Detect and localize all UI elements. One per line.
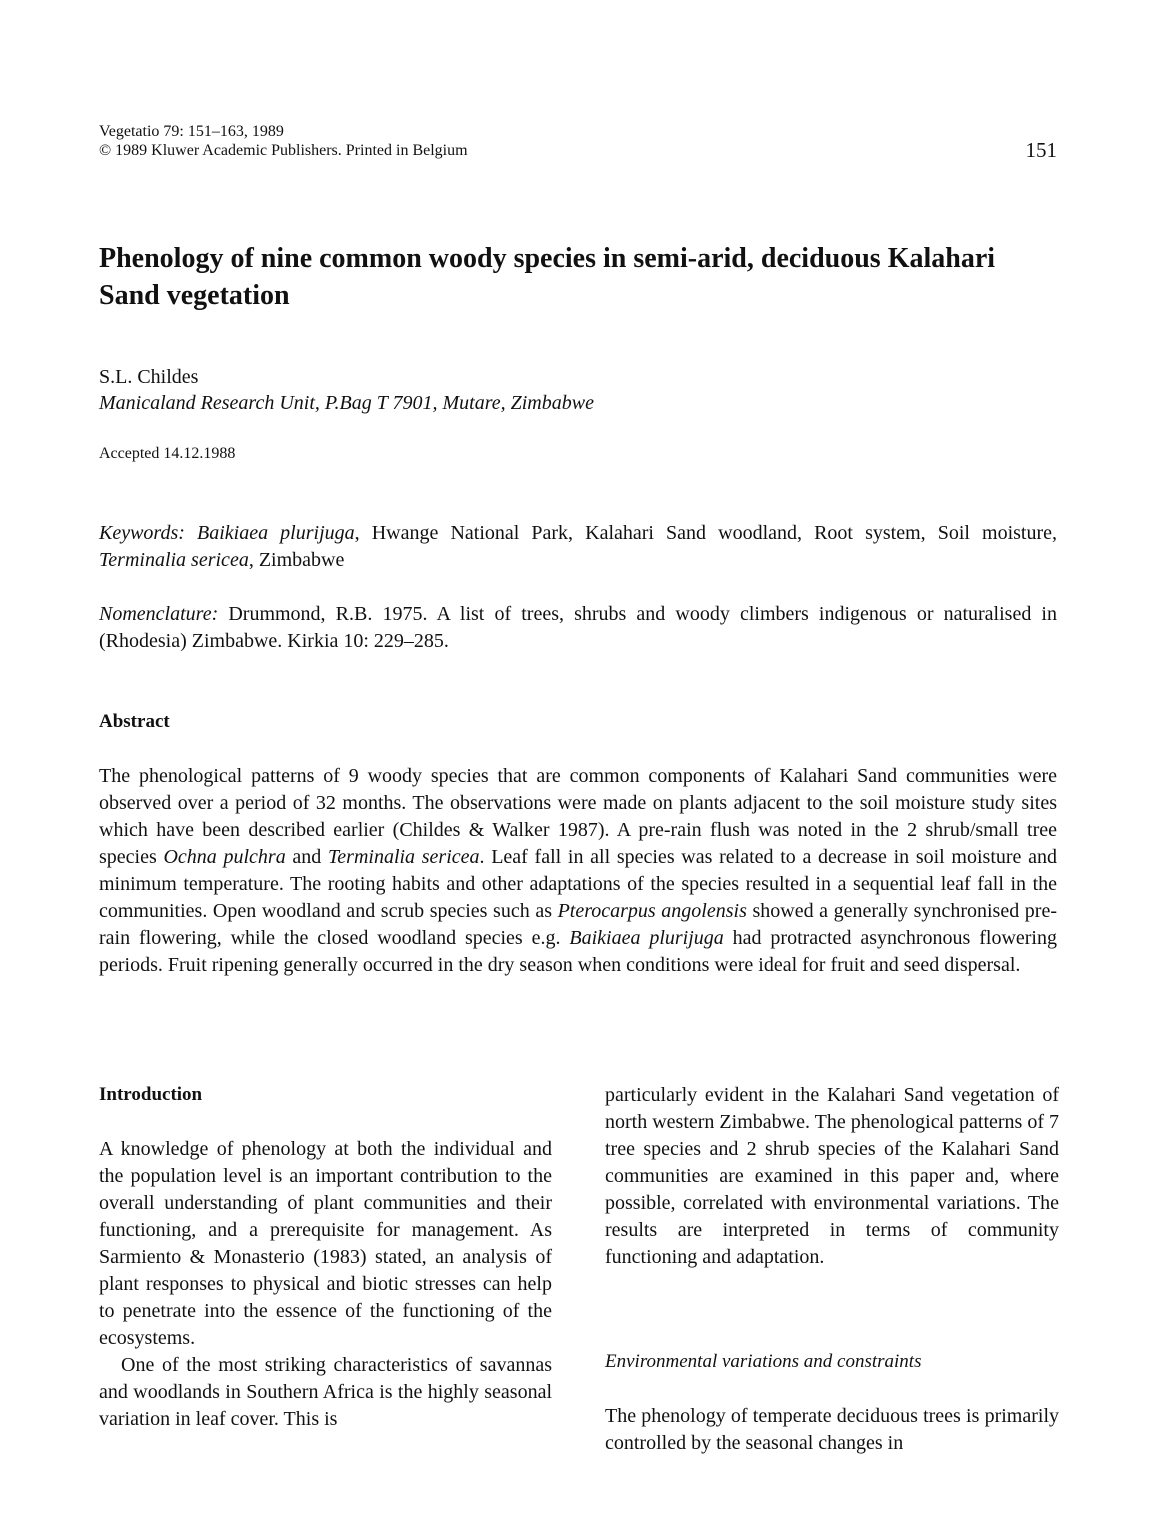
accepted-date: Accepted 14.12.1988 xyxy=(99,445,236,462)
introduction-paragraph-continued xyxy=(605,1082,1059,1271)
abstract-species: Ochna pulchra xyxy=(163,846,286,868)
author-affiliation: Manicaland Research Unit, P.Bag T 7901, Mutare, Zimbabwe xyxy=(99,392,594,414)
nomenclature-label: Nomenclature: xyxy=(99,603,219,625)
nomenclature xyxy=(99,601,1057,655)
journal-citation: Vegetatio 79: 151–163, 1989 xyxy=(99,123,284,140)
paper-title: Phenology of nine common woody species in semi-arid, deciduous Kalahari Sand vegetation xyxy=(99,243,996,311)
copyright-line: © 1989 Kluwer Academic Publishers. Printed in Belgium xyxy=(99,142,468,159)
abstract-text: The phenological patterns of 9 woody species that are common components of Kalahari Sand communities were observed over a period of 32 months. The observations were made on plants adjacent to the soil moisture study sites which have been described earlier (Childes & Walker 1987). A pre-rain flush was noted in the 2 shrub/small tree species xyxy=(99,765,1057,868)
abstract-text: showed a generally synchronised pre-rain flowering, while the closed woodland species e.g. xyxy=(99,900,1057,949)
introduction-column-right xyxy=(605,1082,1059,1271)
introduction-paragraph: A knowledge of phenology at both the individual and the population level is an important contribution to the overall understanding of plant communities and their functioning, and a prerequisite for management. As Sarmiento & Monasterio (1983) stated, an analysis of plant responses to physical and biotic stresses can help to penetrate into the essence of the functioning of the ecosystems. xyxy=(99,1138,552,1349)
abstract-species: Pterocarpus angolensis xyxy=(557,900,747,922)
environmental-paragraph: The phenology of temperate deciduous trees is primarily controlled by the seasonal changes in xyxy=(605,1405,1059,1454)
introduction-paragraph-2-text: One of the most striking characteristics of savannas and woodlands in Southern Africa is the highly seasonal variation in leaf cover. This is xyxy=(99,1354,552,1430)
abstract-heading: Abstract xyxy=(99,711,170,732)
keywords xyxy=(99,520,1057,574)
abstract-species: Terminalia sericea xyxy=(328,846,480,868)
introduction-column-left xyxy=(99,1136,552,1433)
author-name: S.L. Childes xyxy=(99,366,199,388)
page-number: 151 xyxy=(1025,138,1057,162)
keyword-species: Baikiaea plurijuga xyxy=(197,522,355,544)
introduction-paragraph-2-continued-text: particularly evident in the Kalahari Sand vegetation of north western Zimbabwe. The phenological patterns of 7 tree species and 2 shrub species of the Kalahari Sand communities are examined in this paper and, where possible, correlated with environmental variations. The results are interpreted in terms of community functioning and adaptation. xyxy=(605,1084,1059,1268)
running-head xyxy=(99,122,468,160)
environmental-heading: Environmental variations and constraints xyxy=(605,1351,922,1372)
keywords-label: Keywords: xyxy=(99,522,185,544)
introduction-heading: Introduction xyxy=(99,1084,203,1105)
nomenclature-text: Drummond, R.B. 1975. A list of trees, shrubs and woody climbers indigenous or naturalised in (Rhodesia) Zimbabwe. Kirkia 10: 229–285. xyxy=(99,603,1057,652)
keywords-text: , Zimbabwe xyxy=(248,549,345,571)
abstract-text: had protracted asynchronous flowering periods. Fruit ripening generally occurred in the dry season when conditions were ideal for fruit and seed dispersal. xyxy=(99,927,1057,976)
introduction-paragraph xyxy=(99,1352,552,1433)
keyword-species: Terminalia sericea xyxy=(99,549,249,571)
abstract-text: and xyxy=(285,846,328,868)
abstract-text: . Leaf fall in all species was related to a decrease in soil moisture and minimum temperature. The rooting habits and other adaptations of the species resulted in a sequential leaf fall in the communities. Open woodland and scrub species such as xyxy=(99,846,1057,922)
abstract-body xyxy=(99,763,1057,979)
environmental-column xyxy=(605,1403,1059,1457)
keywords-text: , Hwange National Park, Kalahari Sand woodland, Root system, Soil moisture, xyxy=(354,522,1058,544)
abstract-species: Baikiaea plurijuga xyxy=(569,927,724,949)
